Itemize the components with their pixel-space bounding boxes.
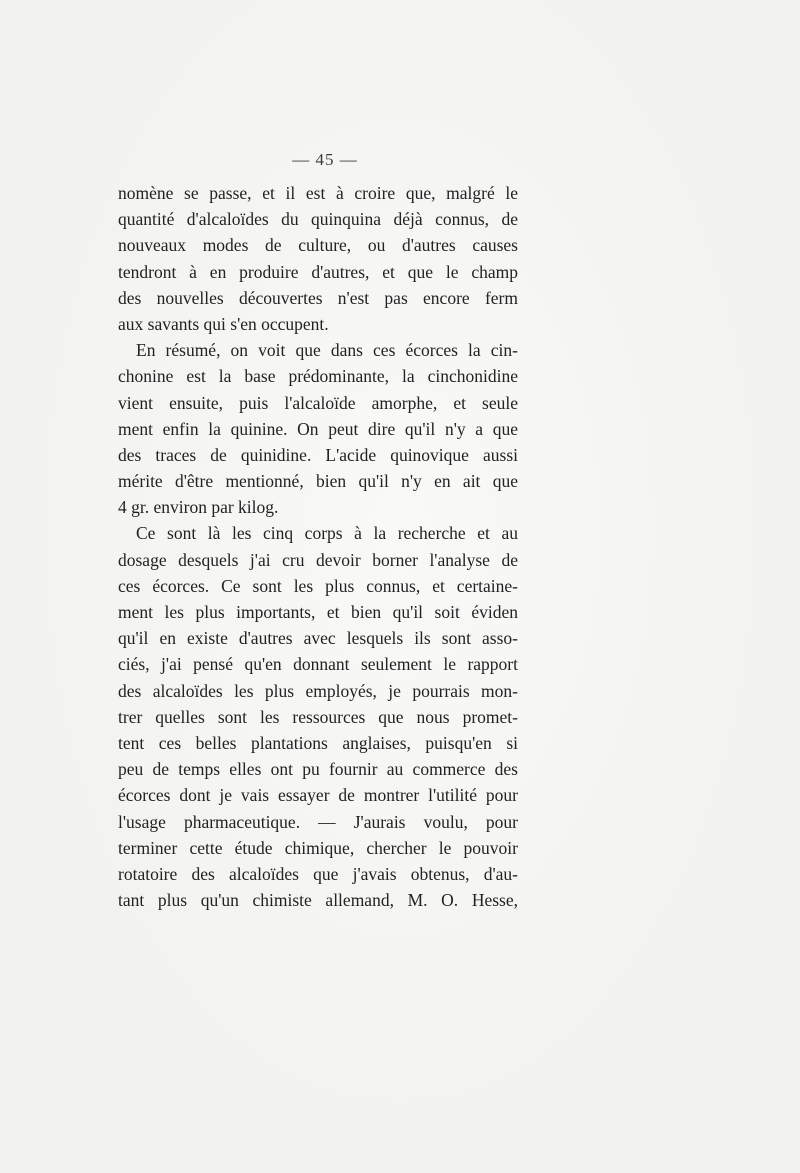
text-line: nouveaux modes de culture, ou d'autres causes xyxy=(118,235,518,256)
text-line: des nouvelles découvertes n'est pas encore ferm xyxy=(118,287,518,308)
text-line: quantité d'alcaloïdes du quinquina déjà connus, de xyxy=(118,209,518,230)
text-line: ces écorces. Ce sont les plus connus, et certaine- xyxy=(118,575,518,596)
text-line: rotatoire des alcaloïdes que j'avais obtenus, d'au- xyxy=(118,863,518,884)
text-line: trer quelles sont les ressources que nous promet- xyxy=(118,706,518,727)
page-number: — 45 — xyxy=(292,150,358,169)
text-line: chonine est la base prédominante, la cinchonidine xyxy=(118,366,518,387)
text-line: 4 gr. environ par kilog. xyxy=(118,497,279,518)
text-line: l'usage pharmaceutique. — J'aurais voulu, pour xyxy=(118,811,518,832)
text-line: qu'il en existe d'autres avec lesquels ils sont asso- xyxy=(118,628,518,649)
text-line: dosage desquels j'ai cru devoir borner l'analyse de xyxy=(118,549,518,570)
text-line: En résumé, on voit que dans ces écorces la cin- xyxy=(136,340,518,361)
body-text xyxy=(118,180,518,913)
text-line: aux savants qui s'en occupent. xyxy=(118,313,329,334)
text-line: terminer cette étude chimique, chercher le pouvoir xyxy=(118,837,518,858)
text-line: ciés, j'ai pensé qu'en donnant seulement le rapport xyxy=(118,654,518,675)
text-line: tant plus qu'un chimiste allemand, M. O. Hesse, xyxy=(118,890,518,911)
text-line: ment les plus importants, et bien qu'il soit éviden xyxy=(118,602,518,622)
text-line: ment enfin la quinine. On peut dire qu'il n'y a que xyxy=(118,418,518,439)
text-line: mérite d'être mentionné, bien qu'il n'y en ait que xyxy=(118,471,518,492)
text-line: des traces de quinidine. L'acide quinovique aussi xyxy=(118,444,518,465)
text-line: Ce sont là les cinq corps à la recherche et au xyxy=(136,523,518,544)
text-line: peu de temps elles ont pu fournir au commerce des xyxy=(118,759,518,780)
text-line: des alcaloïdes les plus employés, je pourrais mon- xyxy=(118,680,518,701)
text-line: tendront à en produire d'autres, et que le champ xyxy=(118,261,518,282)
text-line: écorces dont je vais essayer de montrer l'utilité pour xyxy=(118,785,518,806)
text-line: nomène se passe, et il est à croire que, malgré le xyxy=(118,183,518,203)
text-line: vient ensuite, puis l'alcaloïde amorphe, et seule xyxy=(118,392,518,413)
text-line: tent ces belles plantations anglaises, puisqu'en si xyxy=(118,732,518,753)
